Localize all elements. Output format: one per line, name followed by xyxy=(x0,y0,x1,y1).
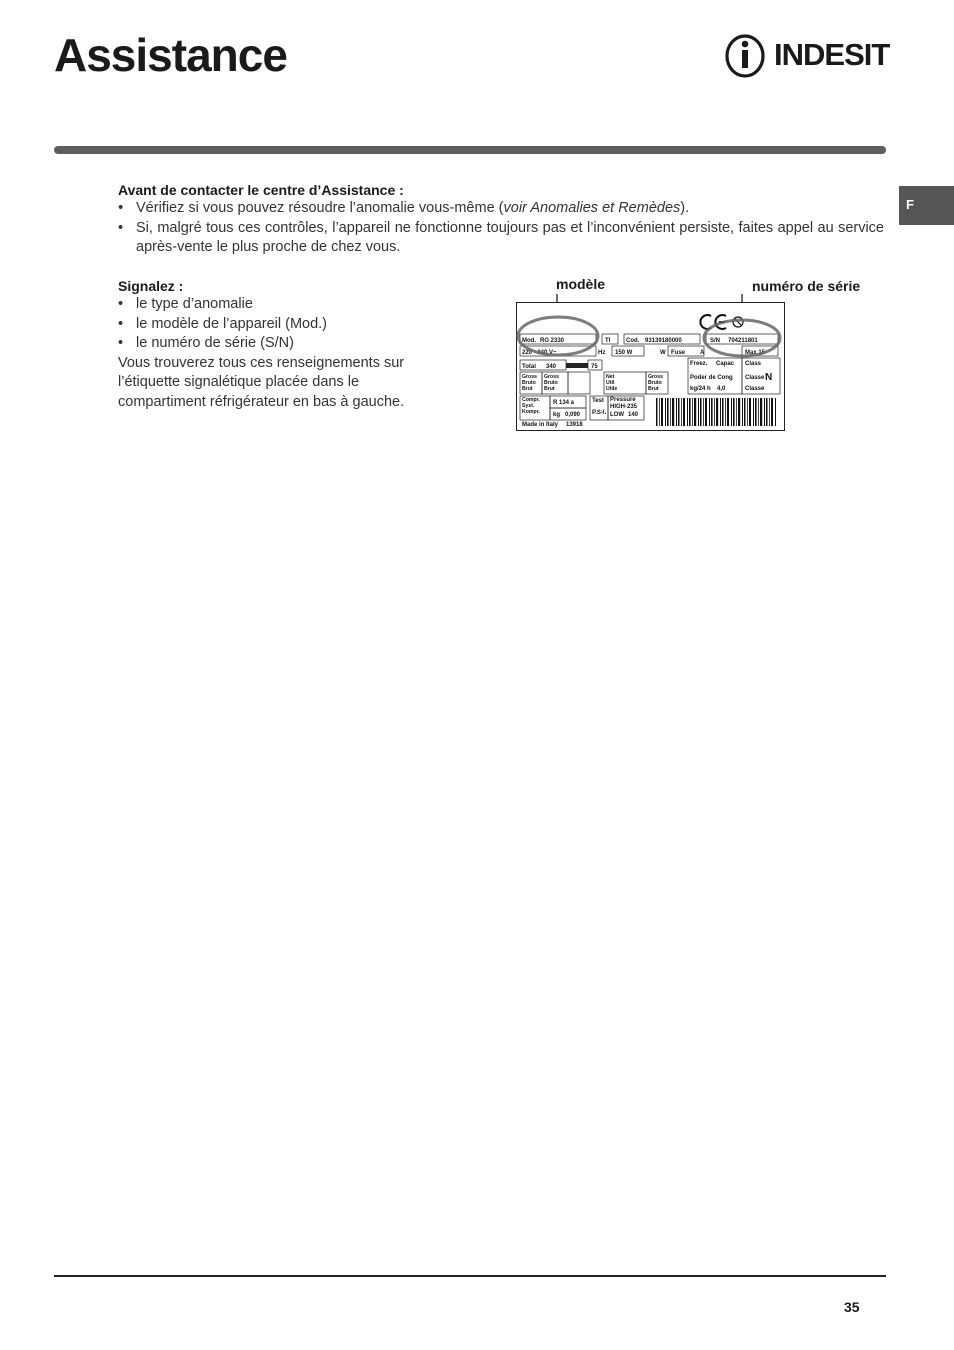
plate-kg24h: kg/24 h xyxy=(690,386,711,392)
plate-total: Total xyxy=(522,364,536,370)
plate-hz: Hz xyxy=(598,350,606,356)
report-heading: Signalez : xyxy=(118,278,184,294)
plate-gas: R 134 a xyxy=(553,400,575,406)
plate-n: N xyxy=(765,372,773,383)
brand-wordmark: INDESIT xyxy=(774,37,890,72)
plate-cod-key: Cod. xyxy=(626,338,640,344)
check-text-end: ). xyxy=(680,200,690,216)
service-text: Si, malgré tous ces contrôles, l’appareil ne fonctionne toujours pas et l’inconvénient persiste, faites appel au service après-vente le plus proche de chez vous. xyxy=(136,219,884,255)
plate-made-in: Made in Italy xyxy=(522,422,559,428)
language-tab xyxy=(899,186,954,225)
indesit-logo xyxy=(724,33,888,79)
plate-ps: P.S-I. xyxy=(592,410,607,416)
plate-freez: Freez. xyxy=(690,361,708,367)
language-tab-label: F xyxy=(906,197,914,212)
plate-test: Test xyxy=(592,398,604,404)
plate-value-75: 75 xyxy=(591,364,598,370)
plate-ti: TI xyxy=(605,338,611,344)
service-item xyxy=(118,219,884,258)
plate-kg24h-value: 4,0 xyxy=(717,386,726,392)
plate-fuse: Fuse xyxy=(671,350,686,356)
page-title: Assistance xyxy=(54,29,287,81)
bullet-icon: • xyxy=(118,200,124,216)
plate-lamp-w: W xyxy=(660,350,666,356)
plate-poder: Poder de Cong xyxy=(690,375,733,381)
report-item: • le numéro de série (S/N) xyxy=(118,334,448,354)
plate-capac: Capac xyxy=(716,361,735,367)
plate-pressure: Pressure xyxy=(610,397,636,403)
page-number: 35 xyxy=(844,1299,860,1315)
plate-net: Net Util Utile xyxy=(606,374,618,392)
troubleshooting-reference: voir Anomalies et Remèdes xyxy=(503,200,681,216)
plate-kg: kg xyxy=(553,412,561,418)
plate-kg-value: 0,090 xyxy=(565,412,581,418)
plate-low: LOW xyxy=(610,412,624,418)
model-callout-label: modèle xyxy=(556,276,606,292)
plate-total-value: 340 xyxy=(546,364,557,370)
header-divider xyxy=(54,146,886,154)
plate-max: Max 15 xyxy=(745,350,766,356)
bullet-icon: • xyxy=(118,219,124,236)
bullet-icon: • xyxy=(118,335,124,351)
serial-callout-label: numéro de série xyxy=(752,278,861,294)
plate-voltage: 220 - 240 V~ xyxy=(522,350,557,356)
before-contact-section xyxy=(118,182,884,258)
plate-classe-n: Classe xyxy=(745,375,765,381)
report-item: • le type d’anomalie xyxy=(118,295,448,315)
plate-gross-3: Gross Bruto Brut xyxy=(648,374,663,392)
plate-gross-1: Gross Bruto Brut xyxy=(522,374,537,392)
plate-class: Class xyxy=(745,361,762,367)
plate-sn-key: S/N xyxy=(710,338,721,344)
plate-classe: Classe xyxy=(745,386,765,392)
plate-compr: Compr. Syst. Kompr. xyxy=(522,397,540,415)
report-item: • le modèle de l’appareil (Mod.) xyxy=(118,315,448,335)
plate-made-code: 13918 xyxy=(566,422,583,428)
barcode xyxy=(656,398,776,426)
bullet-icon: • xyxy=(118,315,124,332)
report-note: Vous trouverez tous ces renseignements sur l’étiquette signalétique placée dans le compartiment réfrigérateur en bas à gauche. xyxy=(118,354,405,410)
plate-amp: A xyxy=(700,350,705,356)
plate-gross-2: Gross Bruto Brut xyxy=(544,374,559,392)
plate-mod-value: RG 2330 xyxy=(540,338,565,344)
check-text: Vérifiez si vous pouvez résoudre l’anomalie vous-même ( xyxy=(136,200,504,216)
check-item xyxy=(118,199,884,219)
plate-watt: 150 W xyxy=(615,350,633,356)
report-section xyxy=(118,278,448,412)
plate-mod-key: Mod. xyxy=(522,338,536,344)
plate-low-value: 140 xyxy=(628,412,639,418)
plate-cod-value: 93139180000 xyxy=(645,338,682,344)
plate-high: HIGH-235 xyxy=(610,404,638,410)
footer-divider xyxy=(54,1275,886,1277)
before-contact-heading: Avant de contacter le centre d’Assistance : xyxy=(118,182,404,198)
indesit-i-icon xyxy=(724,33,770,79)
bullet-icon: • xyxy=(118,296,124,312)
rating-plate xyxy=(516,302,785,431)
plate-sn-value: 704211801 xyxy=(728,338,758,344)
